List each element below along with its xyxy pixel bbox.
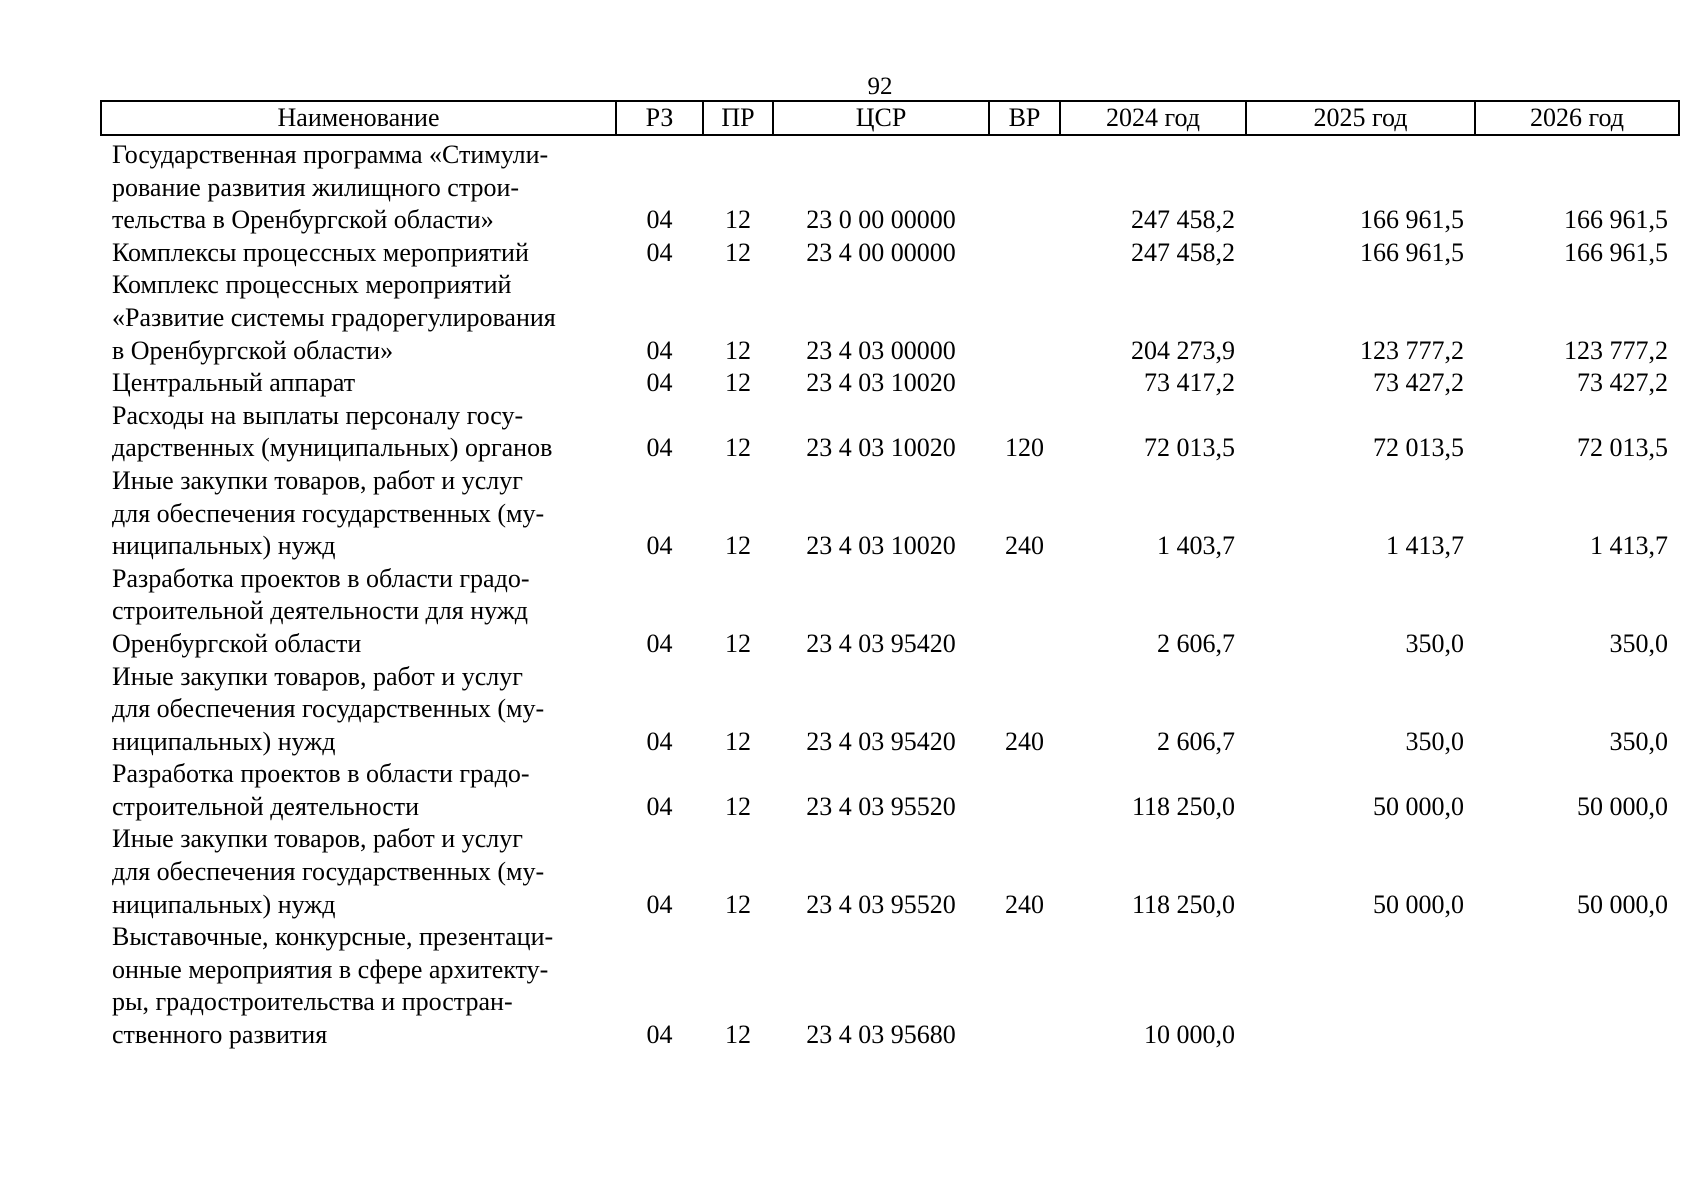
row-rz: 04: [646, 237, 673, 267]
row-name-line: для обеспечения государственных (му-: [112, 498, 545, 528]
row-vr: 120: [1005, 433, 1044, 463]
row-pr: 12: [725, 628, 751, 658]
row-value-2026: 50 000,0: [1577, 889, 1668, 919]
row-rz: 04: [646, 889, 673, 919]
row-value-2026: 123 777,2: [1564, 335, 1668, 365]
row-name: [101, 758, 616, 823]
row-csr: 23 4 03 10020: [806, 433, 956, 463]
row-pr: 12: [725, 237, 751, 267]
row-value-2024: 118 250,0: [1131, 791, 1235, 821]
row-pr: 12: [725, 1020, 751, 1050]
row-value-2025: 350,0: [1405, 726, 1464, 756]
row-rz: 04: [646, 531, 673, 561]
row-pr: 12: [725, 531, 751, 561]
row-csr: 23 4 03 10020: [806, 368, 956, 398]
table-row: [101, 563, 1679, 661]
row-name-line: ниципальных) нужд: [112, 726, 336, 756]
row-name-line: для обеспечения государственных (му-: [112, 857, 545, 887]
row-csr: 23 4 00 00000: [806, 237, 956, 267]
row-value-2025: 123 777,2: [1360, 335, 1464, 365]
row-rz: 04: [646, 433, 673, 463]
row-value-2026: 166 961,5: [1564, 205, 1668, 235]
row-name-line: Иные закупки товаров, работ и услуг: [112, 824, 523, 854]
row-name-line: ры, градостроительства и простран-: [112, 987, 513, 1017]
table-row: [101, 367, 1679, 400]
row-rz: 04: [646, 791, 673, 821]
row-vr: [989, 367, 1060, 400]
row-rz: 04: [646, 368, 673, 398]
header-row: [101, 101, 1679, 135]
row-value-2025: 166 961,5: [1360, 237, 1464, 267]
budget-table: [100, 100, 1680, 1052]
row-name-line: Разработка проектов в области градо-: [112, 563, 530, 593]
row-rz: 04: [646, 205, 673, 235]
row-pr: 12: [725, 433, 751, 463]
row-csr: 23 4 03 95420: [806, 628, 956, 658]
header-name: Наименование: [101, 101, 616, 135]
row-pr: 12: [725, 205, 751, 235]
row-name-line: Иные закупки товаров, работ и услуг: [112, 465, 523, 495]
row-name: [101, 465, 616, 563]
row-name-line: для обеспечения государственных (му-: [112, 694, 545, 724]
row-name: [101, 563, 616, 661]
row-csr: 23 0 00 00000: [806, 205, 956, 235]
row-value-2024: 247 458,2: [1131, 237, 1235, 267]
row-csr: 23 4 03 95520: [806, 791, 956, 821]
row-name-line: ниципальных) нужд: [112, 531, 336, 561]
table-body: [101, 135, 1679, 1052]
row-value-2024: 118 250,0: [1131, 889, 1235, 919]
row-vr: [989, 135, 1060, 237]
row-value-2024: 72 013,5: [1144, 433, 1235, 463]
row-value-2026: 72 013,5: [1577, 433, 1668, 463]
row-pr: 12: [725, 726, 751, 756]
row-name-line: ниципальных) нужд: [112, 889, 336, 919]
row-name-line: Комплекс процессных мероприятий: [112, 270, 512, 300]
row-name-line: Разработка проектов в области градо-: [112, 759, 530, 789]
row-vr: [989, 237, 1060, 270]
row-value-2025: 72 013,5: [1373, 433, 1464, 463]
row-name-line: тельства в Оренбургской области»: [112, 205, 494, 235]
row-name: [101, 237, 616, 270]
row-value-2026: 166 961,5: [1564, 237, 1668, 267]
row-name-line: строительной деятельности: [112, 791, 420, 821]
row-name-line: Комплексы процессных мероприятий: [112, 237, 529, 267]
row-value-2026: 50 000,0: [1577, 791, 1668, 821]
page-number: 92: [867, 73, 893, 100]
table-row: [101, 400, 1679, 465]
row-value-2025: 50 000,0: [1373, 889, 1464, 919]
row-value-2025: 350,0: [1405, 628, 1464, 658]
row-name: [101, 367, 616, 400]
row-vr: [989, 921, 1060, 1051]
row-csr: 23 4 03 95520: [806, 889, 956, 919]
row-pr: 12: [725, 368, 751, 398]
row-name-line: Выставочные, конкурсные, презентаци-: [112, 922, 554, 952]
table-row: [101, 135, 1679, 237]
row-value-2025: 73 427,2: [1373, 368, 1464, 398]
row-csr: 23 4 03 00000: [806, 335, 956, 365]
row-csr: 23 4 03 10020: [806, 531, 956, 561]
row-value-2024: 73 417,2: [1144, 368, 1235, 398]
table-row: [101, 237, 1679, 270]
row-name-line: в Оренбургской области»: [112, 335, 394, 365]
row-rz: 04: [646, 335, 673, 365]
row-value-2026: 350,0: [1609, 726, 1668, 756]
row-vr: [989, 563, 1060, 661]
row-vr: 240: [1005, 531, 1044, 561]
header-pr: ПР: [703, 101, 773, 135]
row-value-2026: [1475, 921, 1679, 1051]
row-name-line: Расходы на выплаты персоналу госу-: [112, 400, 524, 430]
row-name: [101, 921, 616, 1051]
table-header: [101, 101, 1679, 135]
row-rz: 04: [646, 628, 673, 658]
table-row: [101, 921, 1679, 1051]
row-value-2025: 50 000,0: [1373, 791, 1464, 821]
row-name: [101, 135, 616, 237]
row-value-2024: 204 273,9: [1131, 335, 1235, 365]
row-value-2024: 2 606,7: [1157, 726, 1235, 756]
row-pr: 12: [725, 335, 751, 365]
row-pr: 12: [725, 889, 751, 919]
row-value-2026: 1 413,7: [1590, 531, 1668, 561]
row-vr: 240: [1005, 889, 1044, 919]
header-rz: РЗ: [616, 101, 703, 135]
header-2025: 2025 год: [1246, 101, 1475, 135]
row-name-line: Оренбургской области: [112, 628, 362, 658]
row-name-line: «Развитие системы градорегулирования: [112, 302, 556, 332]
row-value-2024: 1 403,7: [1157, 531, 1235, 561]
row-vr: [989, 269, 1060, 367]
row-name-line: строительной деятельности для нужд: [112, 596, 528, 626]
row-csr: 23 4 03 95680: [806, 1020, 956, 1050]
row-value-2026: 73 427,2: [1577, 368, 1668, 398]
table-row: [101, 661, 1679, 759]
row-name-line: дарственных (муниципальных) органов: [112, 433, 553, 463]
row-pr: 12: [725, 791, 751, 821]
row-rz: 04: [646, 726, 673, 756]
header-2024: 2024 год: [1060, 101, 1246, 135]
table-row: [101, 758, 1679, 823]
header-csr: ЦСР: [773, 101, 989, 135]
row-name-line: Иные закупки товаров, работ и услуг: [112, 661, 523, 691]
row-vr: 240: [1005, 726, 1044, 756]
row-name-line: онные мероприятия в сфере архитекту-: [112, 954, 549, 984]
row-value-2024: 2 606,7: [1157, 628, 1235, 658]
row-name: [101, 400, 616, 465]
row-value-2025: 1 413,7: [1386, 531, 1464, 561]
header-vr: ВР: [989, 101, 1060, 135]
row-rz: 04: [646, 1020, 673, 1050]
row-value-2024: 247 458,2: [1131, 205, 1235, 235]
table-row: [101, 823, 1679, 921]
header-2026: 2026 год: [1475, 101, 1679, 135]
row-value-2025: [1246, 921, 1475, 1051]
row-value-2026: 350,0: [1609, 628, 1668, 658]
table-row: [101, 269, 1679, 367]
row-name: [101, 823, 616, 921]
row-vr: [989, 758, 1060, 823]
row-name: [101, 661, 616, 759]
table-row: [101, 465, 1679, 563]
row-value-2024: 10 000,0: [1144, 1020, 1235, 1050]
row-name-line: Центральный аппарат: [112, 368, 356, 398]
row-name-line: рование развития жилищного строи-: [112, 172, 520, 202]
row-value-2025: 166 961,5: [1360, 205, 1464, 235]
row-csr: 23 4 03 95420: [806, 726, 956, 756]
row-name-line: Государственная программа «Стимули-: [112, 140, 549, 169]
row-name-line: ственного развития: [112, 1020, 328, 1050]
row-name: [101, 269, 616, 367]
